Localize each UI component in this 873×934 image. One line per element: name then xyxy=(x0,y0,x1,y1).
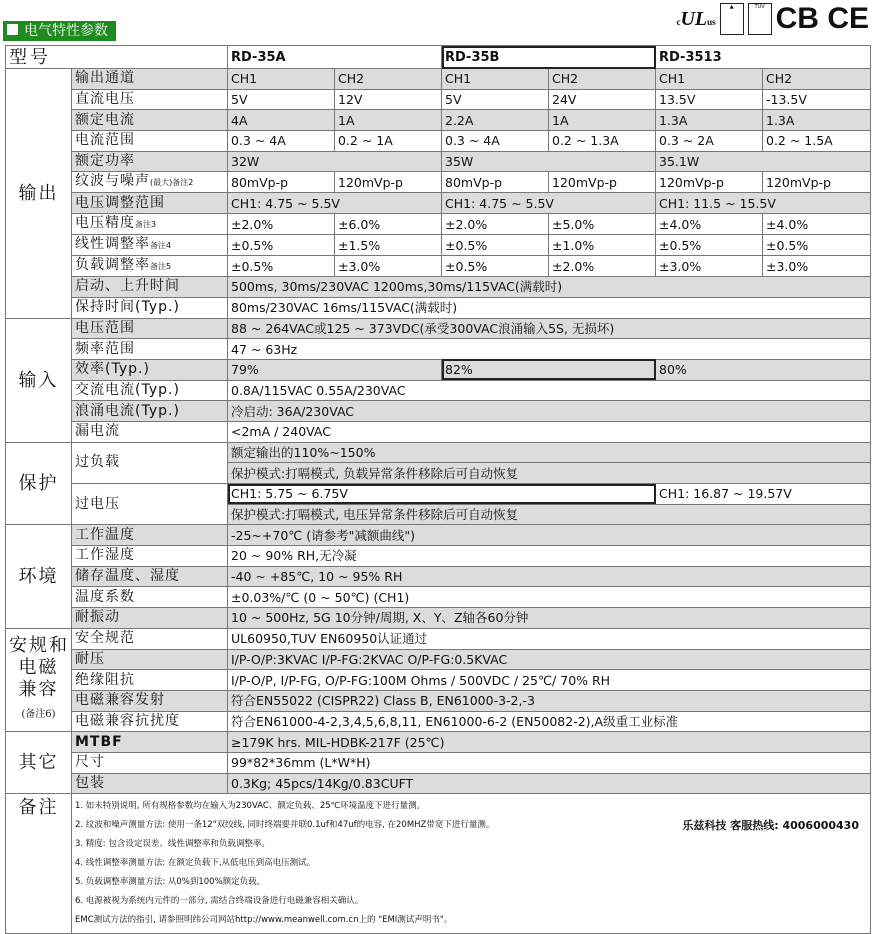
cell: 保护模式:打嗝模式, 电压异常条件移除后可自动恢复 xyxy=(228,504,871,525)
cell: 80% xyxy=(656,359,871,380)
pse-logo: ▲ xyxy=(720,3,744,35)
cell: ±4.0% xyxy=(763,214,871,235)
input-inrush-row xyxy=(6,401,871,422)
row-label: 电磁兼容抗扰度 xyxy=(72,711,228,732)
row-label: 额定功率 xyxy=(72,151,228,172)
cell: ±6.0% xyxy=(335,214,442,235)
cell: 5V xyxy=(228,89,335,110)
section-title-badge xyxy=(3,21,116,41)
cell: 99*82*36mm (L*W*H) xyxy=(228,752,871,773)
env-storage-row xyxy=(6,566,871,587)
cell: 1A xyxy=(335,110,442,131)
cell: CH2 xyxy=(335,69,442,90)
row-label: 电压精度备注3 xyxy=(72,214,228,235)
cell: ±2.0% xyxy=(228,214,335,235)
cell: I/P-O/P, I/P-FG, O/P-FG:100M Ohms / 500VDC / 25℃/ 70% RH xyxy=(228,670,871,691)
output-power-row xyxy=(6,151,871,172)
cell: 80ms/230VAC 16ms/115VAC(满载时) xyxy=(228,297,871,318)
cell: CH2 xyxy=(763,69,871,90)
row-label: 纹波与噪声(最大)备注2 xyxy=(72,172,228,193)
cell: -25~+70℃ (请参考"减额曲线") xyxy=(228,525,871,546)
row-label: 电压调整范围 xyxy=(72,193,228,214)
others-mtbf-row xyxy=(6,732,871,753)
cell: 24V xyxy=(549,89,656,110)
output-load-row xyxy=(6,256,871,277)
cell: 120mVp-p xyxy=(335,172,442,193)
cell: 0.3Kg; 45pcs/14Kg/0.83CUFT xyxy=(228,773,871,794)
row-label: MTBF xyxy=(72,732,228,753)
cell: 32W xyxy=(228,151,442,172)
row-label: 储存温度、湿度 xyxy=(72,566,228,587)
cell: CH1: 11.5 ~ 15.5V xyxy=(656,193,871,214)
row-label: 输出通道 xyxy=(72,69,228,90)
others-pack-row xyxy=(6,773,871,794)
output-adj-row xyxy=(6,193,871,214)
spec-table xyxy=(5,45,871,934)
cell: CH1: 16.87 ~ 19.57V xyxy=(656,484,871,505)
cell: 47 ~ 63Hz xyxy=(228,339,871,360)
cell: 88 ~ 264VAC或125 ~ 373VDC(承受300VAC浪涌输入5S, 无损坏) xyxy=(228,318,871,339)
row-label: 包装 xyxy=(72,773,228,794)
row-label: 漏电流 xyxy=(72,421,228,442)
row-label: 过负载 xyxy=(72,442,228,483)
row-label: 保持时间(Typ.) xyxy=(72,297,228,318)
model-b: RD-35B xyxy=(442,46,656,69)
env-vib-row xyxy=(6,608,871,629)
output-voltage-row xyxy=(6,89,871,110)
cell: ±3.0% xyxy=(763,256,871,277)
cell: ±1.0% xyxy=(549,235,656,256)
cell: 冷启动: 36A/230VAC xyxy=(228,401,871,422)
cell: 1.3A xyxy=(656,110,763,131)
row-label: 安全规范 xyxy=(72,628,228,649)
row-label: 额定电流 xyxy=(72,110,228,131)
row-label: 电流范围 xyxy=(72,131,228,152)
protection-overload-row xyxy=(6,442,871,463)
cell: ±0.5% xyxy=(763,235,871,256)
cell: ±5.0% xyxy=(549,214,656,235)
cell: 符合EN55022 (CISPR22) Class B, EN61000-3-2,-3 xyxy=(228,690,871,711)
row-label: 负载调整率备注5 xyxy=(72,256,228,277)
row-label: 交流电流(Typ.) xyxy=(72,380,228,401)
safety-emc-e-row xyxy=(6,690,871,711)
row-label: 工作温度 xyxy=(72,525,228,546)
cell: 额定输出的110%~150% xyxy=(228,442,871,463)
row-label: 过电压 xyxy=(72,484,228,525)
category-output: 输出 xyxy=(6,69,72,319)
cell: 0.2 ~ 1A xyxy=(335,131,442,152)
output-current-row xyxy=(6,110,871,131)
cell: 符合EN61000-4-2,3,4,5,6,8,11, EN61000-6-2 (EN50082-2),A级重工业标准 xyxy=(228,711,871,732)
notes-row xyxy=(6,794,871,934)
cell: 20 ~ 90% RH,无冷凝 xyxy=(228,546,871,567)
row-label: 耐振动 xyxy=(72,608,228,629)
cell: 0.2 ~ 1.3A xyxy=(549,131,656,152)
safety-iso-row xyxy=(6,670,871,691)
cell: ±0.5% xyxy=(228,256,335,277)
category-input: 输入 xyxy=(6,318,72,442)
row-label: 电磁兼容发射 xyxy=(72,690,228,711)
model-row xyxy=(6,46,871,69)
cell: 1A xyxy=(549,110,656,131)
output-current-range-row xyxy=(6,131,871,152)
input-ac-row xyxy=(6,380,871,401)
cell: UL60950,TUV EN60950认证通过 xyxy=(228,628,871,649)
cell: 35W xyxy=(442,151,656,172)
cell: 80mVp-p xyxy=(442,172,549,193)
cell: 79% xyxy=(228,359,442,380)
cell: ≥179K hrs. MIL-HDBK-217F (25℃) xyxy=(228,732,871,753)
cell: 1.3A xyxy=(763,110,871,131)
env-hum-row xyxy=(6,546,871,567)
env-coef-row xyxy=(6,587,871,608)
model-c: RD-3513 xyxy=(656,46,871,69)
row-label: 尺寸 xyxy=(72,752,228,773)
cell: 120mVp-p xyxy=(763,172,871,193)
cell: -40 ~ +85℃, 10 ~ 95% RH xyxy=(228,566,871,587)
cell: ±0.5% xyxy=(442,256,549,277)
cell: CH1: 4.75 ~ 5.5V xyxy=(228,193,442,214)
cell: ±2.0% xyxy=(549,256,656,277)
safety-std-row xyxy=(6,628,871,649)
cell: 80mVp-p xyxy=(228,172,335,193)
category-protection: 保护 xyxy=(6,442,72,525)
cell: 0.8A/115VAC 0.55A/230VAC xyxy=(228,380,871,401)
others-dim-row xyxy=(6,752,871,773)
input-leak-row xyxy=(6,421,871,442)
cell: 120mVp-p xyxy=(656,172,763,193)
output-hold-row xyxy=(6,297,871,318)
cell: 保护模式:打嗝模式, 负载异常条件移除后可自动恢复 xyxy=(228,463,871,484)
cell: -13.5V xyxy=(763,89,871,110)
section-title: 电气特性参数 xyxy=(24,23,108,39)
cell: 12V xyxy=(335,89,442,110)
cell: 35.1W xyxy=(656,151,871,172)
cell: 0.2 ~ 1.5A xyxy=(763,131,871,152)
certification-logos xyxy=(676,2,869,36)
cell: ±0.03%/℃ (0 ~ 50℃) (CH1) xyxy=(228,587,871,608)
cb-ce-logo: CB CE xyxy=(775,2,869,35)
output-tolerance-row xyxy=(6,214,871,235)
service-hotline: 乐兹科技 客服热线: 4006000430 xyxy=(682,819,859,832)
cell: I/P-O/P:3KVAC I/P-FG:2KVAC O/P-FG:0.5KVAC xyxy=(228,649,871,670)
cell: 500ms, 30ms/230VAC 1200ms,30ms/115VAC(满载时) xyxy=(228,277,871,298)
cell: 4A xyxy=(228,110,335,131)
cell: CH2 xyxy=(549,69,656,90)
ul-logo: cULus xyxy=(676,7,716,30)
output-line-row xyxy=(6,235,871,256)
cell: ±4.0% xyxy=(656,214,763,235)
input-vrange-row xyxy=(6,318,871,339)
row-label: 工作湿度 xyxy=(72,546,228,567)
model-label: 型号 xyxy=(6,46,228,69)
row-label: 直流电压 xyxy=(72,89,228,110)
row-label: 电压范围 xyxy=(72,318,228,339)
cell: 10 ~ 500Hz, 5G 10分钟/周期, X、Y、Z轴各60分钟 xyxy=(228,608,871,629)
category-others: 其它 xyxy=(6,732,72,794)
safety-withstand-row xyxy=(6,649,871,670)
cell: CH1: 5.75 ~ 6.75V xyxy=(228,484,656,505)
cell: CH1 xyxy=(442,69,549,90)
output-ripple-row xyxy=(6,172,871,193)
cell: ±0.5% xyxy=(656,235,763,256)
safety-emc-i-row xyxy=(6,711,871,732)
cell: 5V xyxy=(442,89,549,110)
header xyxy=(0,0,873,42)
protection-overvoltage-row xyxy=(6,484,871,505)
output-channel-row xyxy=(6,69,871,90)
cell: ±1.5% xyxy=(335,235,442,256)
cell: CH1: 4.75 ~ 5.5V xyxy=(442,193,656,214)
cell: CH1 xyxy=(228,69,335,90)
notes-text: 1. 如未特别说明, 所有规格参数均在输入为230VAC、额定负载、25℃环境温度下进行量测。 2. 纹波和噪声测量方法: 使用一条12"双绞线, 同时终端要并联0.1uf和47uf的电容, 在20MHZ带宽下进行量测。 3. 精度: 包含设定误差、线性调整率和负载调整率。 4. 线性调整率测量方法: 在额定负载下,从低电压到高电压测试。 5. 负载调整率测量方法: 从0%到100%额定负载。 6. 电源被视为系统内元件的一部分, 需结合终端设备进行电磁兼容相关确认。 EMC测试方法的指引, 请参照明纬公司网站http://www.meanwell.com.cn上的 "EMI测试声明书"。 xyxy=(72,794,871,934)
square-icon xyxy=(7,24,18,35)
input-freq-row xyxy=(6,339,871,360)
row-label: 耐压 xyxy=(72,649,228,670)
output-setup-row xyxy=(6,277,871,298)
row-label: 效率(Typ.) xyxy=(72,359,228,380)
tuv-logo: TÜV xyxy=(748,3,772,35)
cell: ±3.0% xyxy=(335,256,442,277)
env-temp-row xyxy=(6,525,871,546)
cell: 120mVp-p xyxy=(549,172,656,193)
cell: 0.3 ~ 4A xyxy=(442,131,549,152)
row-label: 频率范围 xyxy=(72,339,228,360)
row-label: 温度系数 xyxy=(72,587,228,608)
cell: ±0.5% xyxy=(442,235,549,256)
cell: 13.5V xyxy=(656,89,763,110)
category-notes: 备注 xyxy=(6,794,72,934)
cell: CH1 xyxy=(656,69,763,90)
cell: ±0.5% xyxy=(228,235,335,256)
row-label: 绝缘阻抗 xyxy=(72,670,228,691)
model-a: RD-35A xyxy=(228,46,442,69)
cell: 82% xyxy=(442,359,656,380)
row-label: 线性调整率备注4 xyxy=(72,235,228,256)
row-label: 浪涌电流(Typ.) xyxy=(72,401,228,422)
category-environment: 环境 xyxy=(6,525,72,628)
category-safety: 安规和 电磁 兼容 (备注6) xyxy=(6,628,72,731)
cell: 0.3 ~ 2A xyxy=(656,131,763,152)
cell: ±3.0% xyxy=(656,256,763,277)
row-label: 启动、上升时间 xyxy=(72,277,228,298)
cell: 0.3 ~ 4A xyxy=(228,131,335,152)
cell: <2mA / 240VAC xyxy=(228,421,871,442)
input-eff-row xyxy=(6,359,871,380)
cell: ±2.0% xyxy=(442,214,549,235)
cell: 2.2A xyxy=(442,110,549,131)
